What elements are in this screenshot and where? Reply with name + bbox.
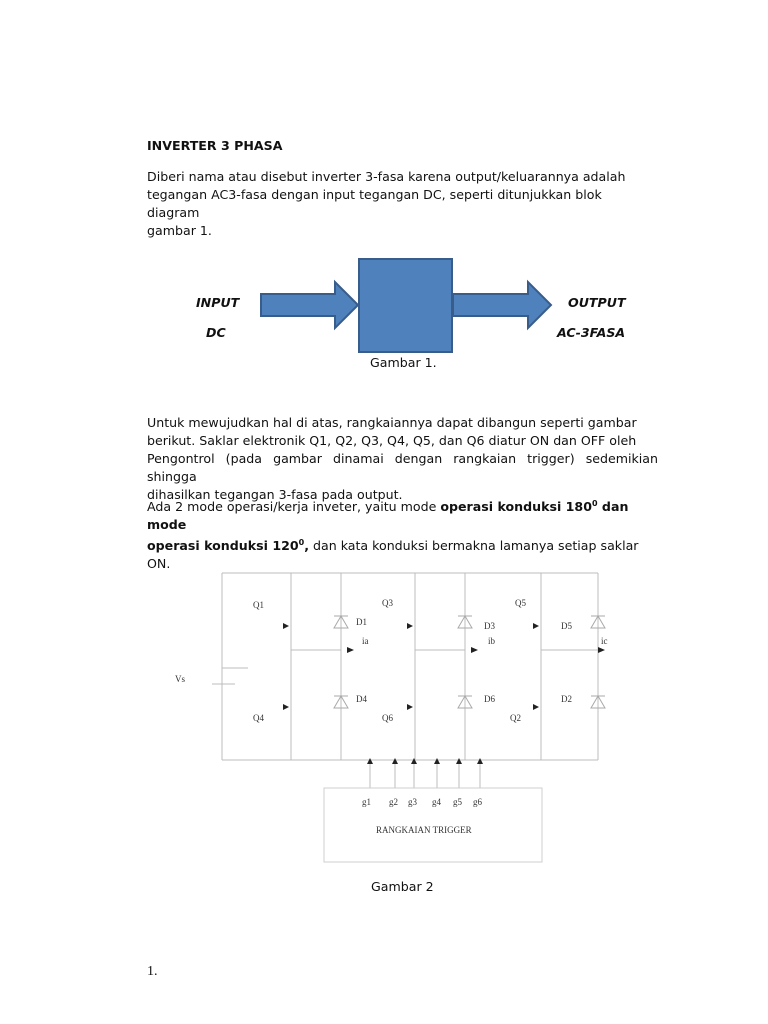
intro-line-3: gambar 1.: [147, 223, 212, 238]
gate-g2-label: g2: [389, 797, 398, 807]
gate-g1-label: g1: [362, 797, 371, 807]
current-ic-arrow: [598, 647, 605, 653]
para3-tail-text: dan kata konduksi bermakna lamanya setiap saklar ON.: [147, 538, 639, 572]
para2-line-3: Pengontrol (pada gambar dinamai dengan rangkaian trigger) sedemikian shingga: [147, 451, 658, 484]
gate-g5-label: g5: [453, 797, 462, 807]
mode-120-text: operasi konduksi 120: [147, 538, 299, 554]
switch-q6-label: Q6: [382, 713, 393, 723]
output-label: OUTPUT: [568, 295, 626, 310]
degree-sup-180: 0: [591, 499, 598, 508]
gate-g6-arrow: [477, 758, 483, 764]
switch-q2-arrow: [533, 704, 539, 710]
switch-q6-arrow: [407, 704, 413, 710]
trigger-label: RANGKAIAN TRIGGER: [376, 825, 472, 835]
gate-g4-arrow: [434, 758, 440, 764]
gate-g3-arrow: [411, 758, 417, 764]
diode-d1-label: D1: [356, 617, 367, 627]
diode-d5-label: D5: [561, 621, 572, 631]
gate-g3-label: g3: [408, 797, 417, 807]
source-vs-label: Vs: [175, 674, 186, 684]
switch-q5-arrow: [533, 623, 539, 629]
switch-q1-label: Q1: [253, 600, 264, 610]
para2-line-4: dihasilkan tegangan 3-fasa pada output.: [147, 487, 403, 502]
mode-180-text: operasi konduksi 180: [440, 499, 592, 515]
input-sub-label: DC: [206, 325, 226, 340]
comma-text: ,: [304, 538, 309, 554]
current-ia-arrow: [347, 647, 354, 653]
input-label: INPUT: [196, 295, 240, 310]
current-ic-label: ic: [601, 636, 608, 646]
gate-g1-arrow: [367, 758, 373, 764]
diode-d4-label: D4: [356, 694, 367, 704]
switch-q3-label: Q3: [382, 598, 393, 608]
intro-line-2: tegangan AC3-fasa dengan input tegangan DC, seperti ditunjukkan blok diagram: [147, 187, 602, 220]
switch-q5-label: Q5: [515, 598, 526, 608]
degree-sup-120: 0: [298, 538, 305, 548]
gate-g6-label: g6: [473, 797, 482, 807]
switch-q3-arrow: [407, 623, 413, 629]
para3-text: Ada 2 mode operasi/kerja inveter, yaitu mode: [147, 499, 441, 515]
output-sub-label: AC-3FASA: [557, 325, 626, 340]
page-number: 1.: [147, 964, 158, 979]
current-ia-label: ia: [362, 636, 369, 646]
figure-1-caption: Gambar 1.: [370, 355, 437, 370]
switch-q2-label: Q2: [510, 713, 521, 723]
gate-g4-label: g4: [432, 797, 441, 807]
para2-line-2: berikut. Saklar elektronik Q1, Q2, Q3, Q4, Q5, dan Q6 diatur ON dan OFF oleh: [147, 433, 637, 448]
page-title: INVERTER 3 PHASA: [147, 138, 283, 153]
para2-line-1: Untuk mewujudkan hal di atas, rangkaiannya dapat dibangun seperti gambar: [147, 415, 637, 430]
diode-d3-label: D3: [484, 621, 495, 631]
gate-g5-arrow: [456, 758, 462, 764]
current-ib-label: ib: [488, 636, 496, 646]
switch-q4-arrow: [283, 704, 289, 710]
diode-d6-label: D6: [484, 694, 495, 704]
intro-line-1: Diberi nama atau disebut inverter 3-fasa karena output/keluarannya adalah: [147, 169, 626, 184]
figure-2-caption: Gambar 2: [371, 879, 434, 894]
switch-q1-arrow: [283, 623, 289, 629]
current-ib-arrow: [471, 647, 478, 653]
gate-g2-arrow: [392, 758, 398, 764]
diode-d2-label: D2: [561, 694, 572, 704]
switch-q4-label: Q4: [253, 713, 264, 723]
mode-joiner-text: dan mode: [147, 499, 629, 533]
